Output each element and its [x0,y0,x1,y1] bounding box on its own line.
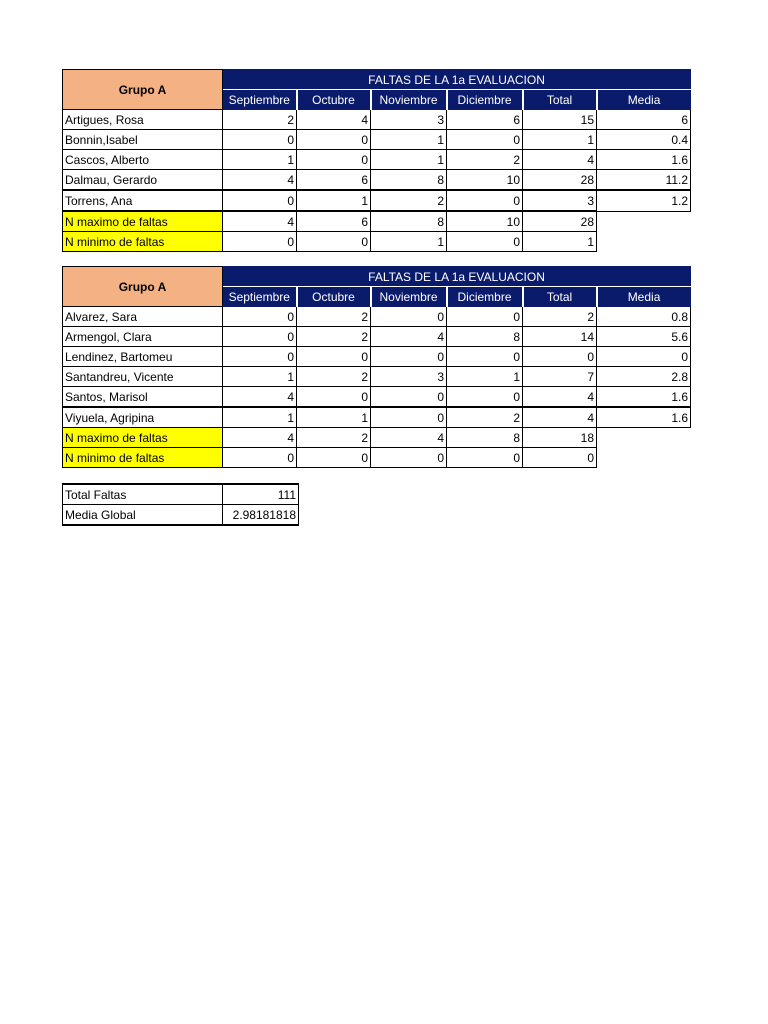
group-label-cell[interactable]: Grupo A [63,267,223,307]
value-cell[interactable]: 10 [447,170,523,191]
student-name-cell[interactable]: Santandreu, Vicente [63,367,223,387]
student-row [63,110,691,130]
student-name-cell[interactable]: Dalmau, Gerardo [63,170,223,191]
student-name-cell[interactable]: Cascos, Alberto [63,150,223,170]
value-cell[interactable]: 0 [223,347,297,367]
value-cell[interactable]: 3 [371,367,447,387]
value-cell[interactable]: 2 [297,327,371,347]
value-cell[interactable]: 2 [447,407,523,428]
value-cell[interactable]: 0 [223,327,297,347]
stat-row-min [63,448,691,468]
media-cell[interactable]: 0 [597,347,691,367]
column-header-diciembre[interactable]: Diciembre [447,287,523,307]
group-label-cell[interactable]: Grupo A [63,70,223,110]
media-cell[interactable]: 1.6 [597,387,691,408]
value-cell[interactable]: 1 [371,150,447,170]
total-cell[interactable]: 15 [523,110,597,130]
value-cell[interactable]: 1 [223,150,297,170]
total-faltas-value[interactable]: 111 [223,484,299,505]
value-cell[interactable]: 0 [371,387,447,408]
stat-value-cell[interactable]: 28 [523,211,597,232]
student-row [63,367,691,387]
column-header-media[interactable]: Media [597,90,691,110]
stat-label-max[interactable]: N maximo de faltas [63,211,223,232]
stat-value-cell[interactable]: 1 [371,232,447,252]
value-cell[interactable]: 0 [447,307,523,327]
stat-value-cell[interactable]: 6 [297,211,371,232]
absences-table-2 [62,266,691,468]
student-row [63,150,691,170]
media-cell[interactable]: 5.6 [597,327,691,347]
column-header-octubre[interactable]: Octubre [297,90,371,110]
empty-cell [597,448,691,468]
column-header-octubre[interactable]: Octubre [297,287,371,307]
value-cell[interactable]: 0 [223,130,297,150]
total-cell[interactable]: 0 [523,347,597,367]
empty-cell [597,232,691,252]
stat-value-cell[interactable]: 0 [297,448,371,468]
value-cell[interactable]: 8 [447,327,523,347]
value-cell[interactable]: 4 [223,170,297,191]
column-header-diciembre[interactable]: Diciembre [447,90,523,110]
value-cell[interactable]: 0 [297,347,371,367]
stat-value-cell[interactable]: 0 [223,232,297,252]
value-cell[interactable]: 0 [297,130,371,150]
column-header-noviembre[interactable]: Noviembre [371,90,447,110]
empty-cell [597,211,691,232]
stat-value-cell[interactable]: 18 [523,428,597,448]
stat-label-min[interactable]: N minimo de faltas [63,448,223,468]
total-cell[interactable]: 7 [523,367,597,387]
value-cell[interactable]: 1 [447,367,523,387]
student-row [63,347,691,367]
value-cell[interactable]: 4 [223,387,297,408]
student-row [63,387,691,408]
value-cell[interactable]: 1 [297,407,371,428]
total-cell[interactable]: 4 [523,150,597,170]
value-cell[interactable]: 1 [371,130,447,150]
stat-value-cell[interactable]: 8 [371,211,447,232]
student-row [63,407,691,428]
value-cell[interactable]: 0 [447,130,523,150]
student-row [63,327,691,347]
student-row [63,170,691,191]
summary-row-media [63,505,299,526]
value-cell[interactable]: 0 [371,407,447,428]
stat-value-cell[interactable]: 0 [223,448,297,468]
stat-value-cell[interactable]: 0 [297,232,371,252]
total-cell[interactable]: 4 [523,387,597,408]
value-cell[interactable]: 2 [297,307,371,327]
stat-value-cell[interactable]: 0 [371,448,447,468]
empty-cell [597,428,691,448]
value-cell[interactable]: 2 [371,190,447,211]
total-cell[interactable]: 4 [523,407,597,428]
value-cell[interactable]: 0 [223,307,297,327]
media-cell[interactable]: 1.2 [597,190,691,211]
media-global-value[interactable]: 2.98181818 [223,505,299,526]
media-cell[interactable]: 2.8 [597,367,691,387]
total-cell[interactable]: 14 [523,327,597,347]
stat-row-max [63,211,691,232]
column-header-septiembre[interactable]: Septiembre [223,90,297,110]
student-name-cell[interactable]: Alvarez, Sara [63,307,223,327]
total-cell[interactable]: 1 [523,130,597,150]
student-row [63,307,691,327]
stat-value-cell[interactable]: 4 [223,211,297,232]
value-cell[interactable]: 0 [371,347,447,367]
stat-value-cell[interactable]: 4 [371,428,447,448]
stat-value-cell[interactable]: 10 [447,211,523,232]
value-cell[interactable]: 0 [223,190,297,211]
value-cell[interactable]: 1 [297,190,371,211]
value-cell[interactable]: 0 [297,150,371,170]
value-cell[interactable]: 0 [447,387,523,408]
column-header-noviembre[interactable]: Noviembre [371,287,447,307]
total-cell[interactable]: 2 [523,307,597,327]
student-name-cell[interactable]: Torrens, Ana [63,190,223,211]
media-cell[interactable]: 1.6 [597,407,691,428]
student-name-cell[interactable]: Artigues, Rosa [63,110,223,130]
stat-value-cell[interactable]: 0 [447,232,523,252]
column-header-media[interactable]: Media [597,287,691,307]
stat-row-max [63,428,691,448]
value-cell[interactable]: 8 [371,170,447,191]
value-cell[interactable]: 0 [371,307,447,327]
student-name-cell[interactable]: Bonnin,Isabel [63,130,223,150]
total-cell[interactable]: 3 [523,190,597,211]
stat-label-max[interactable]: N maximo de faltas [63,428,223,448]
value-cell[interactable]: 0 [447,347,523,367]
value-cell[interactable]: 0 [447,190,523,211]
stat-row-min [63,232,691,252]
media-cell[interactable]: 1.6 [597,150,691,170]
column-header-total[interactable]: Total [523,287,597,307]
value-cell[interactable]: 3 [371,110,447,130]
table-title-cell[interactable]: FALTAS DE LA 1a EVALUACION [223,267,691,287]
stat-value-cell[interactable]: 2 [297,428,371,448]
student-name-cell[interactable]: Lendinez, Bartomeu [63,347,223,367]
media-cell[interactable]: 6 [597,110,691,130]
student-name-cell[interactable]: Viyuela, Agripina [63,407,223,428]
column-header-total[interactable]: Total [523,90,597,110]
value-cell[interactable]: 2 [447,150,523,170]
stat-label-min[interactable]: N minimo de faltas [63,232,223,252]
stat-value-cell[interactable]: 0 [447,448,523,468]
value-cell[interactable]: 1 [223,407,297,428]
value-cell[interactable]: 6 [447,110,523,130]
value-cell[interactable]: 1 [223,367,297,387]
stat-value-cell[interactable]: 8 [447,428,523,448]
stat-value-cell[interactable]: 0 [523,448,597,468]
value-cell[interactable]: 2 [223,110,297,130]
value-cell[interactable]: 4 [371,327,447,347]
absences-table-1 [62,69,691,252]
media-cell[interactable]: 0.4 [597,130,691,150]
student-name-cell[interactable]: Armengol, Clara [63,327,223,347]
summary-table [62,483,299,526]
media-global-label[interactable]: Media Global [63,505,223,526]
table-title-cell[interactable]: FALTAS DE LA 1a EVALUACION [223,70,691,90]
media-cell[interactable]: 0.8 [597,307,691,327]
media-cell[interactable]: 11.2 [597,170,691,191]
total-faltas-label[interactable]: Total Faltas [63,484,223,505]
stat-value-cell[interactable]: 1 [523,232,597,252]
value-cell[interactable]: 6 [297,170,371,191]
value-cell[interactable]: 2 [297,367,371,387]
student-row [63,130,691,150]
stat-value-cell[interactable]: 4 [223,428,297,448]
summary-row-total [63,484,299,505]
total-cell[interactable]: 28 [523,170,597,191]
student-row [63,190,691,211]
value-cell[interactable]: 4 [297,110,371,130]
student-name-cell[interactable]: Santos, Marisol [63,387,223,408]
value-cell[interactable]: 0 [297,387,371,408]
column-header-septiembre[interactable]: Septiembre [223,287,297,307]
